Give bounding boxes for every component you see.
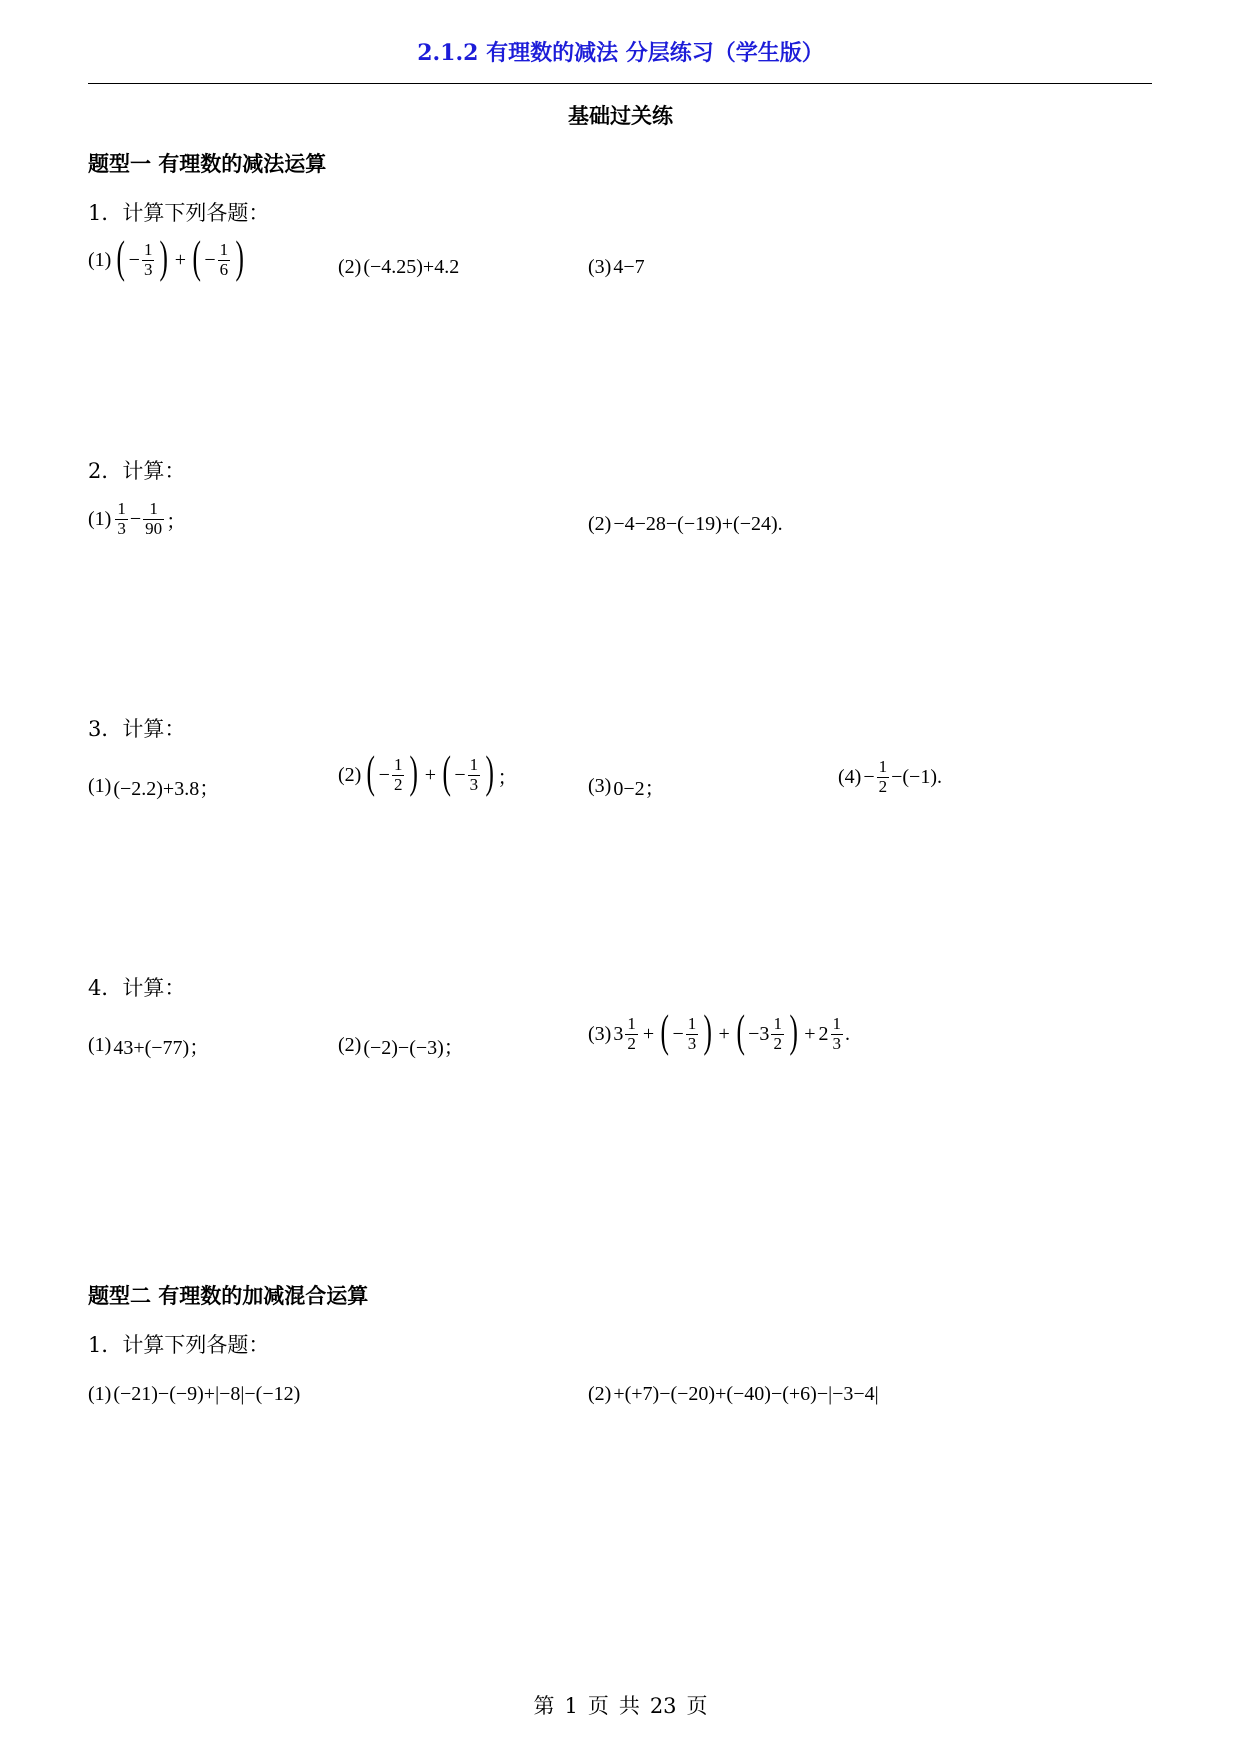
q2-part-1: (1) $\frac{1}{3}$ − $\frac{1}{90}$ ； — [88, 499, 187, 538]
q1-part-2: (2) (−4.25)+4.2 — [338, 256, 460, 278]
q3-part-3: (3) 0−2； — [588, 775, 665, 800]
fraction: $\frac{1}{3}$ — [117, 499, 126, 538]
q3-part-1: (1) (−2.2)+3.8； — [88, 775, 220, 800]
fraction: $\frac{1}{2}$ — [878, 757, 888, 796]
page-number: 1 — [564, 1694, 578, 1718]
q1-part-3: (3) 4−7 — [588, 256, 645, 278]
section-heading-1: 题型一 有理数的减法运算 — [88, 151, 327, 176]
fraction: $\frac{1}{2}$ — [627, 1013, 636, 1053]
title-divider — [88, 83, 1152, 84]
s2q1-part-2: (2) +(+7)−(−20)+(−40)−(+6)−|−3−4| — [588, 1383, 879, 1405]
q4-part-2: (2) (−2)−(−3)； — [338, 1034, 464, 1059]
section-heading-2: 题型二 有理数的加减混合运算 — [88, 1283, 369, 1308]
fraction: $\frac{1}{2}$ — [393, 754, 403, 794]
fraction: $\frac{1}{2}$ — [773, 1013, 782, 1053]
question-1-label: 1．计算下列各题： — [88, 201, 270, 225]
total-pages: 23 — [649, 1694, 677, 1718]
fraction: $\frac{1}{3}$ — [832, 1013, 842, 1053]
level-title: 基础过关练 — [568, 103, 673, 128]
question-2-label: 2．计算： — [88, 459, 186, 483]
fraction: $\frac{1}{3}$ — [687, 1013, 697, 1053]
s2q1-part-1: (1) (−21)−(−9)+|−8|−(−12) — [88, 1383, 301, 1405]
q3-part-2: (2) ( − $\frac{1}{2}$ ) + ( − $\frac{1}{3}$ ) ； — [338, 746, 518, 797]
fraction: $\frac{1}{3}$ — [469, 754, 479, 794]
page-footer: 第 1 页 共 23 页 — [533, 1694, 708, 1718]
q1-part-1: (1) ( − $\frac{1}{3}$ ) + ( − $\frac{1}{6}$ ) — [88, 231, 245, 282]
fraction: $\frac{1}{3}$ — [143, 239, 153, 279]
document-title: 2.1.2 有理数的减法 分层练习（学生版） — [417, 40, 824, 66]
q2-part-2: (2) −4−28−(−19)+(−24). — [588, 513, 783, 535]
fraction: $\frac{1}{6}$ — [219, 239, 229, 279]
section2-question-1-label: 1．计算下列各题： — [88, 1333, 270, 1357]
question-4-label: 4．计算： — [88, 976, 186, 1000]
q3-part-4: (4) − $\frac{1}{2}$ −(−1). — [838, 757, 942, 796]
question-3-label: 3．计算： — [88, 717, 186, 741]
q4-part-3: (3) 3 $\frac{1}{2}$ + ( − $\frac{1}{3}$ ) + ( −3 $\frac{1}{2}$ ) + 2 $\frac{1}{3}$ . — [588, 1005, 851, 1056]
q4-part-1: (1) 43+(−77)； — [88, 1034, 210, 1059]
fraction: $\frac{1}{90}$ — [145, 499, 163, 538]
